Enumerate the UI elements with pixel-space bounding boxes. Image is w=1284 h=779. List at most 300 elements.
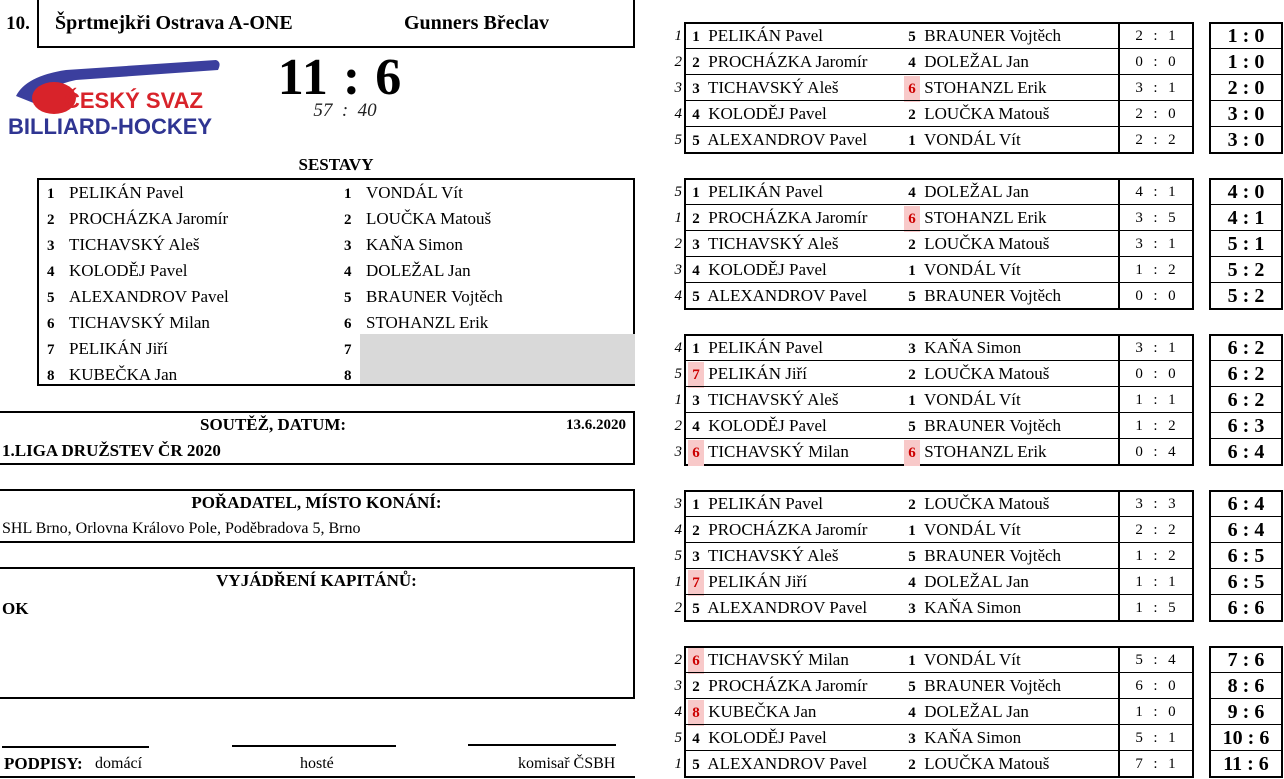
signature-commissioner-label: komisař ČSBH [518,755,616,772]
lineup-away-name: BRAUNER Vojtěch [366,287,503,306]
lineup-home-name: PELIKÁN Jiří [69,339,168,358]
match-result: 5 : 4 [1135,652,1177,668]
organizer-box [0,489,635,543]
home-player-number: 4 [692,263,700,279]
lineup-home-number: 7 [47,342,55,358]
lineup-away-number: 6 [344,316,352,332]
lineup-away-player [344,336,366,362]
table-index: 4 [674,340,682,356]
table-index: 5 [674,132,682,148]
running-total: 1 : 0 [1227,51,1265,73]
lineup-away-number: 3 [344,238,352,254]
away-player-number: 3 [908,601,916,617]
home-player-name: ALEXANDROV Pavel [707,286,868,305]
away-player-number: 2 [908,367,916,383]
running-total: 5 : 2 [1227,285,1265,307]
match-home-player [688,387,838,414]
running-total: 6 : 5 [1227,545,1265,567]
match-away-player [904,517,1021,544]
lineup-home-name: TICHAVSKÝ Milan [69,313,210,332]
match-home-player [688,361,807,388]
round-number: 10. [6,13,30,34]
lineup-home-number: 6 [47,316,55,332]
match-result: 1 : 2 [1135,262,1177,278]
home-player-name: PROCHÁZKA Jaromír [708,676,868,695]
away-player-name: BRAUNER Vojtěch [924,546,1062,565]
lineup-home-player [47,310,210,336]
match-result: 0 : 4 [1135,444,1177,460]
home-player-name: KUBEČKA Jan [708,702,817,721]
table-index: 2 [674,418,682,434]
match-home-player [688,673,867,700]
home-player-number: 5 [692,133,700,149]
away-player-name: BRAUNER Vojtěch [924,26,1062,45]
away-player-number: 4 [908,575,916,591]
match-result: 3 : 1 [1135,340,1177,356]
match-result: 3 : 5 [1135,210,1177,226]
running-total: 6 : 4 [1227,441,1265,463]
match-result: 2 : 1 [1135,28,1177,44]
lineup-away-player [344,206,491,232]
away-player-number: 3 [908,731,916,747]
running-total: 3 : 0 [1227,103,1265,125]
table-index: 2 [674,652,682,668]
running-total: 6 : 5 [1227,571,1265,593]
away-player-number: 5 [908,679,916,695]
running-total: 11 : 6 [1223,753,1269,775]
match-away-player [904,491,1049,518]
match-away-player [904,257,1021,284]
match-away-player [904,231,1049,258]
away-player-number: 6 [904,440,920,466]
away-player-name: LOUČKA Matouš [924,754,1050,773]
lineup-away-player [344,180,463,206]
lineup-away-number: 2 [344,212,352,228]
match-result: 3 : 3 [1135,496,1177,512]
away-player-name: DOLEŽAL Jan [924,702,1029,721]
match-away-player [904,647,1021,674]
match-result: 4 : 1 [1135,184,1177,200]
goal-score: 57 : 40 [313,100,377,121]
home-player-number: 5 [692,601,700,617]
home-player-number: 2 [692,679,700,695]
teams-header [37,0,635,48]
running-total: 5 : 1 [1227,233,1265,255]
match-home-player [688,101,827,128]
lineup-away-number: 1 [344,186,352,202]
match-away-player [904,75,1047,102]
home-player-number: 2 [692,55,700,71]
home-player-name: PELIKÁN Pavel [708,338,823,357]
lineup-away-number: 5 [344,290,352,306]
away-player-number: 2 [908,237,916,253]
away-player-name: STOHANZL Erik [924,208,1047,227]
home-player-number: 1 [692,29,700,45]
final-score: 11 : 6 [277,49,403,106]
table-index: 5 [674,730,682,746]
logo-text-top: ČESKÝ SVAZ [64,88,203,113]
match-result: 0 : 0 [1135,288,1177,304]
running-total: 6 : 6 [1227,597,1265,619]
captains-statement: OK [2,599,29,618]
match-home-player [688,335,823,362]
away-player-name: BRAUNER Vojtěch [924,286,1062,305]
home-player-name: PELIKÁN Jiří [708,572,807,591]
match-away-player [904,413,1061,440]
organizer-value: SHL Brno, Orlovna Královo Pole, Poděbradova 5, Brno [2,520,361,537]
match-result: 1 : 0 [1135,704,1177,720]
match-result: 1 : 5 [1135,600,1177,616]
running-total: 8 : 6 [1227,675,1265,697]
match-home-player [688,413,827,440]
match-away-player [904,543,1061,570]
lineup-home-name: PROCHÁZKA Jaromír [69,209,229,228]
match-away-player [904,673,1061,700]
captains-label: VYJÁDŘENÍ KAPITÁNŮ: [216,571,417,590]
match-home-player [688,179,823,206]
table-index: 1 [674,28,682,44]
match-home-player [688,439,849,466]
away-player-name: DOLEŽAL Jan [924,572,1029,591]
away-player-name: VONDÁL Vít [923,650,1021,669]
running-total: 6 : 2 [1227,363,1265,385]
signature-home-label: domácí [95,755,143,772]
running-total: 1 : 0 [1227,25,1265,47]
lineup-away-name: LOUČKA Matouš [366,209,492,228]
lineup-home-name: KOLODĚJ Pavel [69,261,188,280]
match-home-player [688,647,849,674]
home-player-name: KOLODĚJ Pavel [708,260,827,279]
match-away-player [904,595,1021,622]
table-index: 3 [674,444,682,460]
match-result: 2 : 2 [1135,522,1177,538]
empty-lineup-slots [360,334,635,384]
signature-away-label: hosté [300,755,334,772]
match-away-player [904,127,1021,154]
home-player-number: 2 [692,211,700,227]
away-player-name: STOHANZL Erik [924,78,1047,97]
home-player-name: PELIKÁN Pavel [708,182,823,201]
away-player-name: BRAUNER Vojtěch [924,416,1062,435]
table-index: 3 [674,80,682,96]
table-index: 1 [674,392,682,408]
match-home-player [688,49,867,76]
match-away-player [904,49,1029,76]
table-index: 5 [674,184,682,200]
signature-line-away [232,745,396,747]
away-player-name: LOUČKA Matouš [924,494,1050,513]
lineup-home-player [47,180,184,206]
table-index: 4 [674,522,682,538]
lineup-home-name: PELIKÁN Pavel [69,183,184,202]
away-player-name: VONDÁL Vít [923,520,1021,539]
home-player-name: PROCHÁZKA Jaromír [708,520,868,539]
match-home-player [688,127,867,154]
home-player-number: 7 [688,570,704,596]
away-player-number: 4 [908,185,916,201]
table-index: 1 [674,210,682,226]
away-player-number: 5 [908,419,916,435]
table-index: 2 [674,600,682,616]
lineup-away-player [344,310,488,336]
home-player-name: TICHAVSKÝ Milan [707,442,849,461]
match-home-player [688,699,816,726]
lineup-home-number: 8 [47,368,55,384]
table-index: 4 [674,106,682,122]
home-player-name: PROCHÁZKA Jaromír [708,208,868,227]
away-player-number: 2 [908,497,916,513]
table-index: 5 [674,548,682,564]
federation-logo [6,56,226,142]
competition-box [0,411,635,465]
lineup-home-player [47,284,229,310]
table-index: 4 [674,704,682,720]
match-result: 3 : 1 [1135,80,1177,96]
away-player-number: 5 [908,549,916,565]
captains-box [0,567,635,699]
lineup-away-number: 8 [344,368,352,384]
running-total: 7 : 6 [1227,649,1265,671]
running-total: 6 : 4 [1227,493,1265,515]
home-player-name: ALEXANDROV Pavel [707,754,868,773]
match-home-player [688,257,827,284]
logo-text-bottom: BILLIARD-HOCKEY [8,114,213,139]
home-player-name: TICHAVSKÝ Aleš [707,546,839,565]
away-player-number: 3 [908,341,916,357]
organizer-label: POŘADATEL, MÍSTO KONÁNÍ: [191,493,442,512]
lineups-table [37,178,635,386]
away-player-name: KAŇA Simon [924,728,1022,747]
away-player-number: 6 [904,76,920,102]
away-player-name: DOLEŽAL Jan [924,182,1029,201]
match-result: 6 : 0 [1135,678,1177,694]
lineup-away-player [344,284,503,310]
table-index: 3 [674,678,682,694]
home-player-number: 6 [688,440,704,466]
match-home-player [688,569,807,596]
lineup-away-name: KAŇA Simon [366,235,463,254]
match-away-player [904,205,1047,232]
match-away-player [904,387,1021,414]
away-player-number: 4 [908,55,916,71]
home-player-number: 8 [688,700,704,726]
match-away-player [904,23,1061,50]
competition-label: SOUTĚŽ, DATUM: [200,415,347,434]
home-player-name: PELIKÁN Pavel [708,494,823,513]
home-player-number: 3 [692,393,700,409]
away-player-name: DOLEŽAL Jan [924,52,1029,71]
match-home-player [688,75,838,102]
lineup-home-player [47,336,168,362]
away-player-name: STOHANZL Erik [924,442,1047,461]
home-player-name: TICHAVSKÝ Aleš [707,390,839,409]
match-away-player [904,569,1029,596]
home-player-number: 3 [692,549,700,565]
table-index: 1 [674,756,682,772]
home-player-name: TICHAVSKÝ Aleš [707,234,839,253]
away-player-name: LOUČKA Matouš [924,234,1050,253]
running-total: 3 : 0 [1227,129,1265,151]
away-player-number: 4 [908,705,916,721]
running-total: 4 : 1 [1227,207,1265,229]
home-player-name: PELIKÁN Jiří [708,364,807,383]
match-result: 0 : 0 [1135,54,1177,70]
match-result: 1 : 1 [1135,392,1177,408]
lineup-away-name: DOLEŽAL Jan [366,261,471,280]
lineup-home-number: 4 [47,264,55,280]
match-home-player [688,751,867,778]
lineup-away-number: 7 [344,342,352,358]
match-away-player [904,101,1049,128]
home-player-number: 1 [692,185,700,201]
match-home-player [688,725,827,752]
away-player-number: 2 [908,107,916,123]
away-player-number: 1 [908,133,916,149]
lineup-away-name: VONDÁL Vít [366,183,463,202]
running-total: 9 : 6 [1227,701,1265,723]
home-player-number: 1 [692,341,700,357]
lineup-home-name: KUBEČKA Jan [69,365,178,384]
away-player-name: LOUČKA Matouš [924,364,1050,383]
match-away-player [904,361,1049,388]
match-away-player [904,699,1029,726]
lineup-home-number: 1 [47,186,55,202]
home-player-number: 7 [688,362,704,388]
away-team: Gunners Břeclav [404,12,549,34]
running-total: 6 : 4 [1227,519,1265,541]
match-result: 0 : 0 [1135,366,1177,382]
home-player-number: 4 [692,731,700,747]
home-player-name: ALEXANDROV Pavel [707,598,868,617]
lineup-home-number: 2 [47,212,55,228]
home-player-name: KOLODĚJ Pavel [708,104,827,123]
running-total: 4 : 0 [1227,181,1265,203]
home-player-name: ALEXANDROV Pavel [707,130,868,149]
away-player-name: VONDÁL Vít [923,390,1021,409]
table-index: 3 [674,262,682,278]
match-home-player [688,543,838,570]
lineup-home-name: TICHAVSKÝ Aleš [69,235,200,254]
home-player-number: 3 [692,81,700,97]
match-home-player [688,491,823,518]
match-home-player [688,517,867,544]
home-player-number: 4 [692,419,700,435]
match-result: 1 : 2 [1135,418,1177,434]
table-index: 1 [674,574,682,590]
away-player-number: 1 [908,653,916,669]
home-player-number: 2 [692,523,700,539]
home-player-number: 5 [692,757,700,773]
home-player-name: KOLODĚJ Pavel [708,416,827,435]
away-player-number: 1 [908,393,916,409]
lineup-home-player [47,206,228,232]
lineup-home-player [47,258,188,284]
home-player-name: KOLODĚJ Pavel [708,728,827,747]
table-index: 5 [674,366,682,382]
running-total: 6 : 3 [1227,415,1265,437]
away-player-name: VONDÁL Vít [923,260,1021,279]
home-player-number: 4 [692,107,700,123]
table-index: 4 [674,288,682,304]
away-player-name: BRAUNER Vojtěch [924,676,1062,695]
lineup-away-name: STOHANZL Erik [366,313,489,332]
match-home-player [688,205,867,232]
home-player-number: 3 [692,237,700,253]
lineup-home-name: ALEXANDROV Pavel [69,287,229,306]
away-player-name: LOUČKA Matouš [924,104,1050,123]
match-home-player [688,283,867,310]
lineup-home-player [47,232,200,258]
away-player-number: 1 [908,523,916,539]
table-index: 3 [674,496,682,512]
lineup-away-player [344,362,366,388]
match-result: 7 : 1 [1135,756,1177,772]
match-result: 2 : 0 [1135,106,1177,122]
match-result: 2 : 2 [1135,132,1177,148]
signature-line-commissioner [468,744,616,746]
home-player-name: TICHAVSKÝ Aleš [707,78,839,97]
signature-line-home [2,746,149,748]
lineup-away-player [344,258,471,284]
match-home-player [688,23,823,50]
match-date: 13.6.2020 [566,417,626,433]
lineup-home-number: 5 [47,290,55,306]
match-away-player [904,335,1021,362]
bottom-rule [0,776,635,778]
match-away-player [904,751,1049,778]
lineup-away-player [344,232,463,258]
match-result: 1 : 2 [1135,548,1177,564]
running-total: 6 : 2 [1227,389,1265,411]
table-index: 2 [674,54,682,70]
lineup-home-player [47,362,177,388]
table-index: 2 [674,236,682,252]
away-player-number: 5 [908,289,916,305]
lineup-away-number: 4 [344,264,352,280]
match-away-player [904,283,1061,310]
competition-name: 1.LIGA DRUŽSTEV ČR 2020 [2,441,221,460]
running-total: 5 : 2 [1227,259,1265,281]
match-result: 3 : 1 [1135,236,1177,252]
home-player-name: PELIKÁN Pavel [708,26,823,45]
away-player-number: 5 [908,29,916,45]
lineup-home-number: 3 [47,238,55,254]
match-home-player [688,595,867,622]
home-player-name: TICHAVSKÝ Milan [707,650,849,669]
home-team: Šprtmejkři Ostrava A-ONE [55,12,293,34]
away-player-name: KAŇA Simon [924,338,1022,357]
signatures-label: PODPISY: [4,754,83,773]
match-result: 5 : 1 [1135,730,1177,746]
home-player-name: PROCHÁZKA Jaromír [708,52,868,71]
home-player-number: 5 [692,289,700,305]
lineups-title: SESTAVY [298,155,374,174]
match-result: 1 : 1 [1135,574,1177,590]
running-total: 6 : 2 [1227,337,1265,359]
away-player-number: 2 [908,757,916,773]
away-player-name: VONDÁL Vít [923,130,1021,149]
match-away-player [904,439,1047,466]
away-player-number: 1 [908,263,916,279]
home-player-number: 6 [688,648,704,674]
match-home-player [688,231,838,258]
running-total: 2 : 0 [1227,77,1265,99]
away-player-number: 6 [904,206,920,232]
match-away-player [904,179,1029,206]
home-player-number: 1 [692,497,700,513]
match-away-player [904,725,1021,752]
away-player-name: KAŇA Simon [924,598,1022,617]
